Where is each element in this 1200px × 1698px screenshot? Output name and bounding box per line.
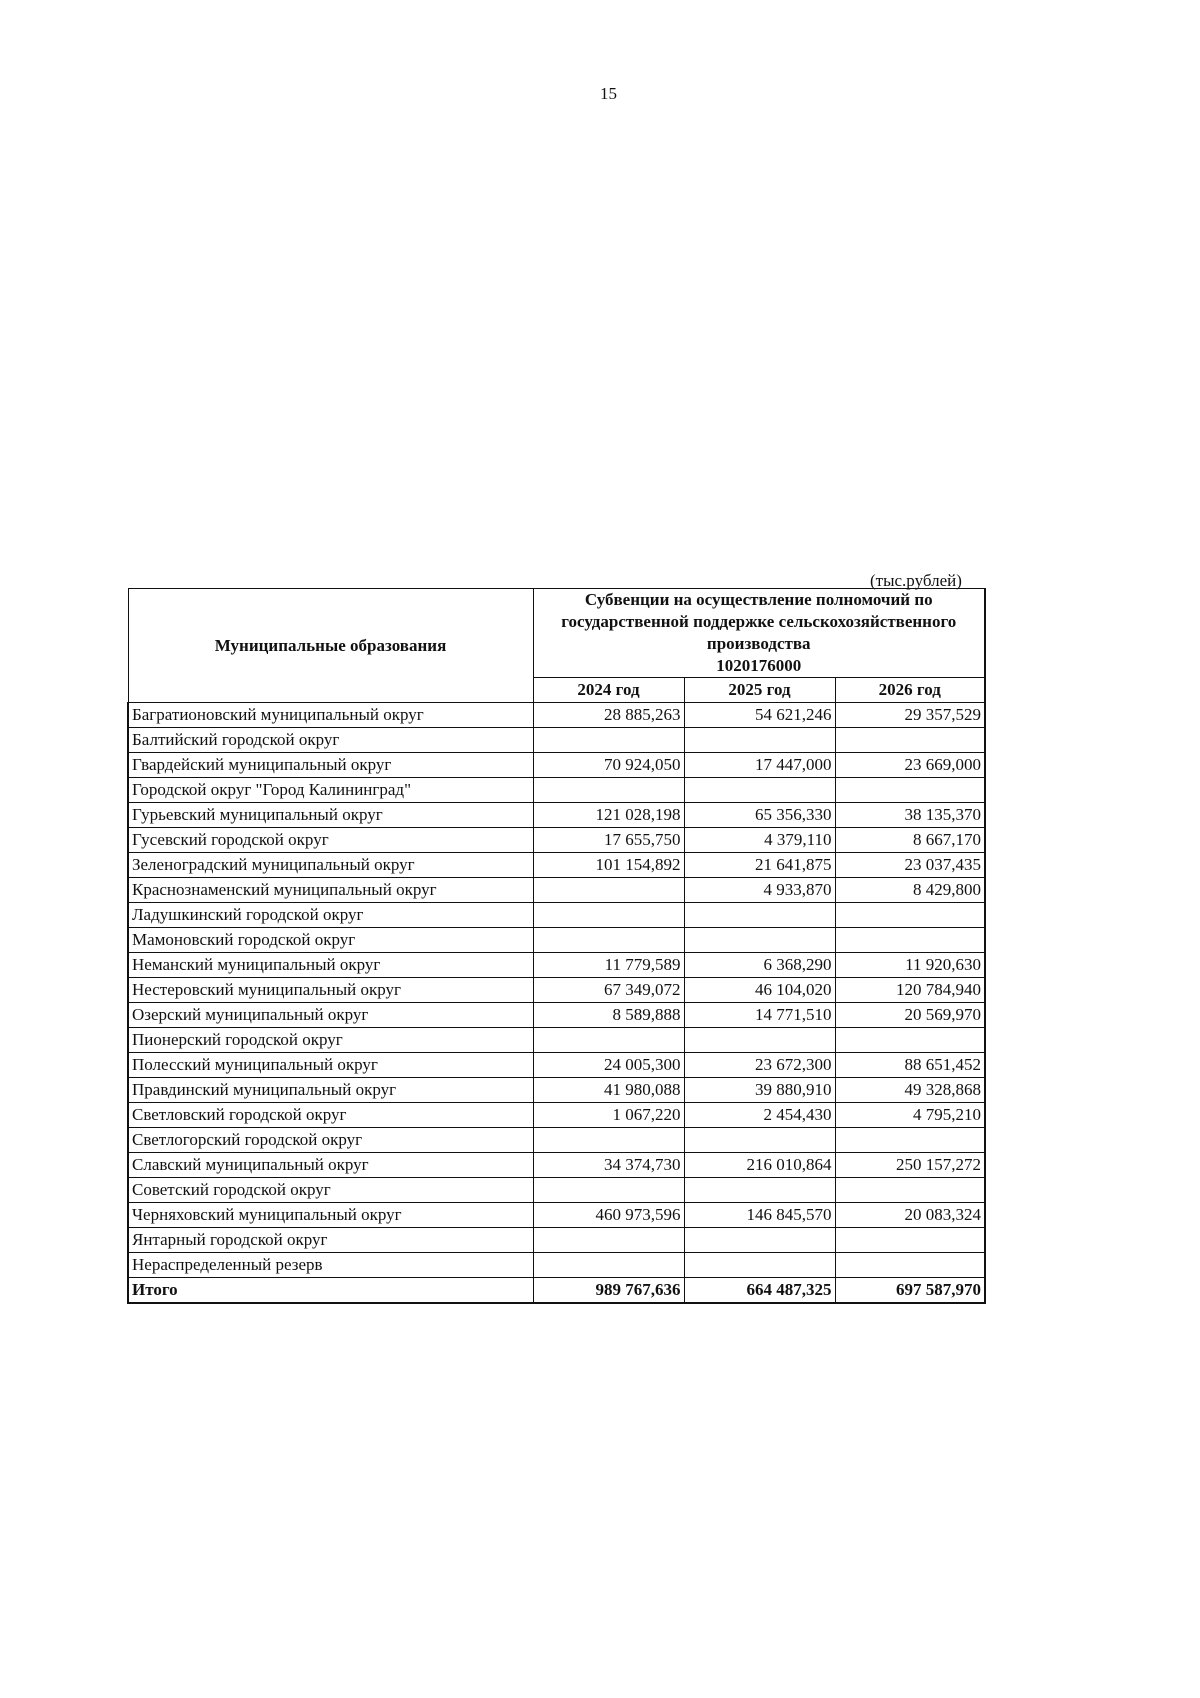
table-row bbox=[128, 928, 985, 953]
row-value-2026: 4 795,210 bbox=[835, 1103, 985, 1128]
table-row bbox=[128, 703, 985, 728]
row-municipality-name: Нестеровский муниципальный округ bbox=[128, 978, 533, 1003]
row-municipality-name: Гурьевский муниципальный округ bbox=[128, 803, 533, 828]
row-value-2025 bbox=[684, 928, 835, 953]
row-value-2026: 120 784,940 bbox=[835, 978, 985, 1003]
group-header-line: государственной поддержке сельскохозяйственного bbox=[561, 612, 957, 631]
table-row bbox=[128, 1003, 985, 1028]
row-municipality-name: Краснознаменский муниципальный округ bbox=[128, 878, 533, 903]
table-row bbox=[128, 753, 985, 778]
row-value-2026 bbox=[835, 778, 985, 803]
group-header-line: Субвенции на осуществление полномочий по bbox=[584, 590, 933, 609]
row-value-2025: 14 771,510 bbox=[684, 1003, 835, 1028]
row-value-2024 bbox=[533, 1228, 684, 1253]
table-row bbox=[128, 728, 985, 753]
row-value-2026 bbox=[835, 928, 985, 953]
row-value-2024: 70 924,050 bbox=[533, 753, 684, 778]
row-value-2024: 24 005,300 bbox=[533, 1053, 684, 1078]
page-number: 15 bbox=[600, 84, 617, 103]
row-value-2025: 216 010,864 bbox=[684, 1153, 835, 1178]
total-value-2025: 664 487,325 bbox=[684, 1278, 835, 1304]
row-value-2024 bbox=[533, 778, 684, 803]
table-row bbox=[128, 903, 985, 928]
row-value-2026: 8 667,170 bbox=[835, 828, 985, 853]
row-municipality-name: Пионерский городской округ bbox=[128, 1028, 533, 1053]
row-value-2025: 54 621,246 bbox=[684, 703, 835, 728]
row-municipality-name: Гвардейский муниципальный округ bbox=[128, 753, 533, 778]
table-row bbox=[128, 803, 985, 828]
row-value-2025: 46 104,020 bbox=[684, 978, 835, 1003]
row-value-2024: 101 154,892 bbox=[533, 853, 684, 878]
row-municipality-name: Славский муниципальный округ bbox=[128, 1153, 533, 1178]
column-header-2025: 2025 год bbox=[684, 678, 835, 703]
row-municipality-name: Озерский муниципальный округ bbox=[128, 1003, 533, 1028]
row-value-2026: 38 135,370 bbox=[835, 803, 985, 828]
table-row bbox=[128, 1203, 985, 1228]
row-municipality-name: Советский городской округ bbox=[128, 1178, 533, 1203]
row-value-2024: 17 655,750 bbox=[533, 828, 684, 853]
row-value-2025: 146 845,570 bbox=[684, 1203, 835, 1228]
row-value-2024: 67 349,072 bbox=[533, 978, 684, 1003]
row-municipality-name: Городской округ "Город Калининград" bbox=[128, 778, 533, 803]
row-value-2025: 23 672,300 bbox=[684, 1053, 835, 1078]
row-value-2024 bbox=[533, 878, 684, 903]
row-value-2025 bbox=[684, 1178, 835, 1203]
table-row bbox=[128, 978, 985, 1003]
row-municipality-name: Нераспределенный резерв bbox=[128, 1253, 533, 1278]
table-row bbox=[128, 953, 985, 978]
row-value-2024: 121 028,198 bbox=[533, 803, 684, 828]
row-value-2025 bbox=[684, 1128, 835, 1153]
row-municipality-name: Светлогорский городской округ bbox=[128, 1128, 533, 1153]
row-value-2024: 11 779,589 bbox=[533, 953, 684, 978]
table-row bbox=[128, 1253, 985, 1278]
row-value-2026: 49 328,868 bbox=[835, 1078, 985, 1103]
row-municipality-name: Багратионовский муниципальный округ bbox=[128, 703, 533, 728]
row-value-2026: 23 669,000 bbox=[835, 753, 985, 778]
table-row bbox=[128, 1103, 985, 1128]
row-value-2024 bbox=[533, 1028, 684, 1053]
row-value-2024: 28 885,263 bbox=[533, 703, 684, 728]
table-row bbox=[128, 778, 985, 803]
row-municipality-name: Балтийский городской округ bbox=[128, 728, 533, 753]
row-municipality-name: Полесский муниципальный округ bbox=[128, 1053, 533, 1078]
units-label: (тыс.рублей) bbox=[870, 571, 962, 590]
total-value-2024: 989 767,636 bbox=[533, 1278, 684, 1304]
row-value-2024 bbox=[533, 728, 684, 753]
row-value-2024: 1 067,220 bbox=[533, 1103, 684, 1128]
row-value-2025: 21 641,875 bbox=[684, 853, 835, 878]
row-value-2024 bbox=[533, 1178, 684, 1203]
row-value-2026: 23 037,435 bbox=[835, 853, 985, 878]
row-value-2024 bbox=[533, 928, 684, 953]
row-municipality-name: Правдинский муниципальный округ bbox=[128, 1078, 533, 1103]
group-header-code: 1020176000 bbox=[716, 656, 802, 675]
table-row bbox=[128, 1228, 985, 1253]
column-header-2026: 2026 год bbox=[835, 678, 985, 703]
row-municipality-name: Янтарный городской округ bbox=[128, 1228, 533, 1253]
row-value-2025 bbox=[684, 903, 835, 928]
row-value-2026 bbox=[835, 728, 985, 753]
row-value-2025: 4 933,870 bbox=[684, 878, 835, 903]
row-value-2024: 34 374,730 bbox=[533, 1153, 684, 1178]
row-value-2026 bbox=[835, 1028, 985, 1053]
total-value-2026: 697 587,970 bbox=[835, 1278, 985, 1304]
table-row bbox=[128, 878, 985, 903]
row-value-2026 bbox=[835, 1228, 985, 1253]
table-row bbox=[128, 1153, 985, 1178]
row-municipality-name: Черняховский муниципальный округ bbox=[128, 1203, 533, 1228]
table-row bbox=[128, 1053, 985, 1078]
row-municipality-name: Светловский городской округ bbox=[128, 1103, 533, 1128]
row-value-2025: 39 880,910 bbox=[684, 1078, 835, 1103]
row-value-2025 bbox=[684, 1228, 835, 1253]
row-value-2025: 2 454,430 bbox=[684, 1103, 835, 1128]
column-header-municipality: Муниципальные образования bbox=[128, 589, 533, 703]
row-value-2025 bbox=[684, 1253, 835, 1278]
row-value-2024: 41 980,088 bbox=[533, 1078, 684, 1103]
row-value-2025 bbox=[684, 778, 835, 803]
table-row bbox=[128, 1128, 985, 1153]
group-header-line: производства bbox=[706, 634, 811, 653]
row-value-2026: 8 429,800 bbox=[835, 878, 985, 903]
row-municipality-name: Зеленоградский муниципальный округ bbox=[128, 853, 533, 878]
row-municipality-name: Неманский муниципальный округ bbox=[128, 953, 533, 978]
row-value-2024 bbox=[533, 903, 684, 928]
row-value-2024: 460 973,596 bbox=[533, 1203, 684, 1228]
column-group-header bbox=[533, 589, 985, 678]
row-value-2024 bbox=[533, 1253, 684, 1278]
row-value-2024 bbox=[533, 1128, 684, 1153]
table-row bbox=[128, 1028, 985, 1053]
table-row bbox=[128, 1178, 985, 1203]
row-value-2025: 17 447,000 bbox=[684, 753, 835, 778]
row-value-2025 bbox=[684, 728, 835, 753]
row-municipality-name: Ладушкинский городской округ bbox=[128, 903, 533, 928]
subvention-table bbox=[127, 588, 986, 1304]
total-label: Итого bbox=[128, 1278, 533, 1304]
row-value-2026: 88 651,452 bbox=[835, 1053, 985, 1078]
row-value-2026: 20 569,970 bbox=[835, 1003, 985, 1028]
row-value-2025 bbox=[684, 1028, 835, 1053]
table-row bbox=[128, 853, 985, 878]
row-value-2026: 250 157,272 bbox=[835, 1153, 985, 1178]
row-value-2026 bbox=[835, 903, 985, 928]
row-value-2026: 29 357,529 bbox=[835, 703, 985, 728]
row-value-2025: 4 379,110 bbox=[684, 828, 835, 853]
row-value-2024: 8 589,888 bbox=[533, 1003, 684, 1028]
row-municipality-name: Гусевский городской округ bbox=[128, 828, 533, 853]
row-value-2025: 6 368,290 bbox=[684, 953, 835, 978]
row-value-2025: 65 356,330 bbox=[684, 803, 835, 828]
row-value-2026: 11 920,630 bbox=[835, 953, 985, 978]
column-header-2024: 2024 год bbox=[533, 678, 684, 703]
row-value-2026 bbox=[835, 1253, 985, 1278]
row-municipality-name: Мамоновский городской округ bbox=[128, 928, 533, 953]
row-value-2026 bbox=[835, 1178, 985, 1203]
row-value-2026: 20 083,324 bbox=[835, 1203, 985, 1228]
total-row bbox=[128, 1278, 985, 1304]
table-body bbox=[128, 703, 985, 1304]
table-row bbox=[128, 828, 985, 853]
table-row bbox=[128, 1078, 985, 1103]
row-value-2026 bbox=[835, 1128, 985, 1153]
